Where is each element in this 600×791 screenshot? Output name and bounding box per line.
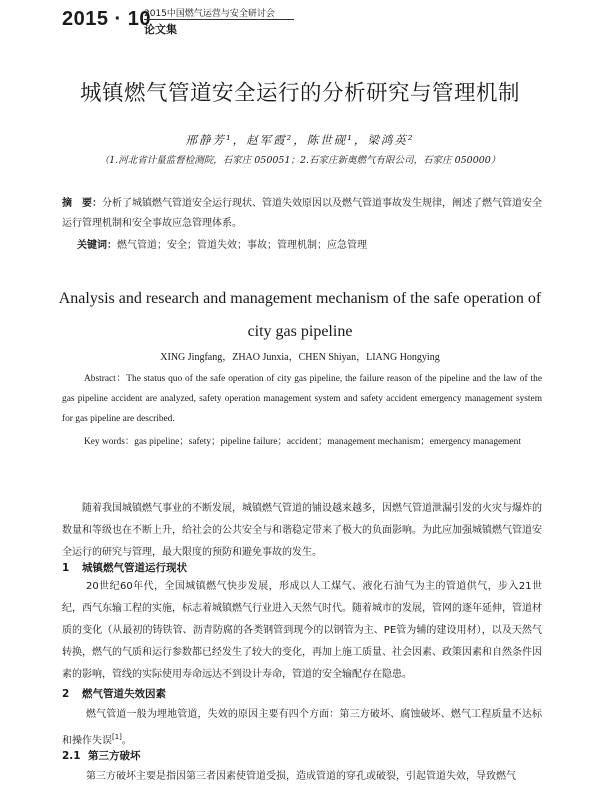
citation-ref: [1]: [112, 733, 122, 741]
abstract-english: [62, 369, 542, 429]
subsection-title: 第三方破坏: [88, 750, 141, 762]
section-title: 燃气管道失效因素: [82, 688, 166, 700]
abstract-text: 分析了城镇燃气管道安全运行现状、管道失效原因以及燃气管道事故发生规律，阐述了燃气管道安全运行管理机制和安全事故应急管理体系。: [62, 198, 542, 229]
title-chinese: 城镇燃气管道安全运行的分析研究与管理机制: [79, 81, 520, 106]
authors-chinese: 邢静芳¹，赵军霞²，陈世砚¹，梁鸿英²: [185, 133, 415, 147]
keywords-label: 关键词：: [77, 240, 117, 251]
keywords-english-label: Key words：: [84, 437, 135, 447]
subsection-2-1-paragraph: 第三方破坏主要是指因第三者因素使管道受损，造成管道的穿孔或破裂，引起管道失效，导致燃气: [86, 771, 516, 782]
section-heading-2: [62, 686, 166, 701]
title-english: [40, 282, 560, 348]
section-number: 1: [62, 562, 70, 574]
abstract-label: 摘 要：: [62, 198, 102, 209]
section-heading-1: [62, 560, 187, 575]
subsection-heading-2-1: [62, 748, 141, 763]
section-1-paragraph: 20世纪60年代，全国城镇燃气快步发展，形成以人工煤气、液化石油气为主的管道供气，步入21世纪，西气东输工程的实施，标志着城镇燃气行业进入天然气时代。随着城市的发展，管网的逐年延伸，管道材质的变化（从最初的铸铁管、沥青防腐的各类钢管到现今的以钢管为主、PE管为辅的建设用材），以及天然气转换，燃气的气质和运行参数都已经发生了较大的变化，再加上施工质量、社会因素、政策因素和自然条件因素的影响，管线的实际使用寿命远达不到设计寿命，管道的安全输配存在隐患。: [62, 581, 542, 680]
section-2-end: 。: [121, 735, 132, 747]
abstract-english-label: Abstract：: [84, 374, 127, 384]
intro-paragraph: 随着我国城镇燃气事业的不断发展，城镇燃气管道的铺设越来越多，因燃气管道泄漏引发的火灾与爆炸的数量和等级也在不断上升，给社会的公共安全与和谐稳定带来了极大的负面影响。为此应加强城镇燃气管道安全运行的研究与管理，最大限度的预防和避免事故的发生。: [62, 503, 542, 558]
keywords-english-text: gas pipeline；safety；pipeline failure；accident；management mechanism；emergency management: [134, 437, 521, 447]
affiliation-chinese: （1.河北省计量监督检测院，石家庄 050051；2.石家庄新奥燃气有限公司，石家庄 050000）: [99, 155, 501, 166]
authors-english: XING Jingfang，ZHAO Junxia，CHEN Shiyan，LIANG Hongying: [160, 352, 440, 363]
section-2-paragraph: [62, 704, 542, 752]
keywords-english: [62, 432, 542, 453]
header-divider: [144, 19, 294, 20]
title-english-line1: Analysis and research and management mechanism of the safe operation of: [58, 290, 542, 307]
keywords-chinese: [77, 236, 547, 251]
title-english-line2: city gas pipeline: [247, 323, 353, 340]
section-title: 城镇燃气管道运行现状: [82, 562, 187, 574]
abstract-english-text: The status quo of the safe operation of city gas pipeline, the failure reason of the pipeline and the law of the gas pipeline accident are analyzed, safety operation management system and safety accident emergency management system for gas pipeline are described.: [62, 374, 542, 424]
section-label: 论文集: [144, 23, 177, 36]
journal-name: 2015中国燃气运营与安全研讨会: [144, 9, 275, 19]
section-2-text: 燃气管道一般为埋地管道，失效的原因主要有四个方面：第三方破坏、腐蚀破坏、燃气工程质量不达标和操作失误: [62, 709, 542, 747]
subsection-number: 2.1: [62, 750, 81, 762]
issue-year: 2015 · 10: [62, 8, 152, 30]
keywords-text: 燃气管道；安全；管道失效；事故；管理机制；应急管理: [117, 240, 367, 251]
section-number: 2: [62, 688, 70, 700]
abstract-chinese: [62, 194, 542, 234]
